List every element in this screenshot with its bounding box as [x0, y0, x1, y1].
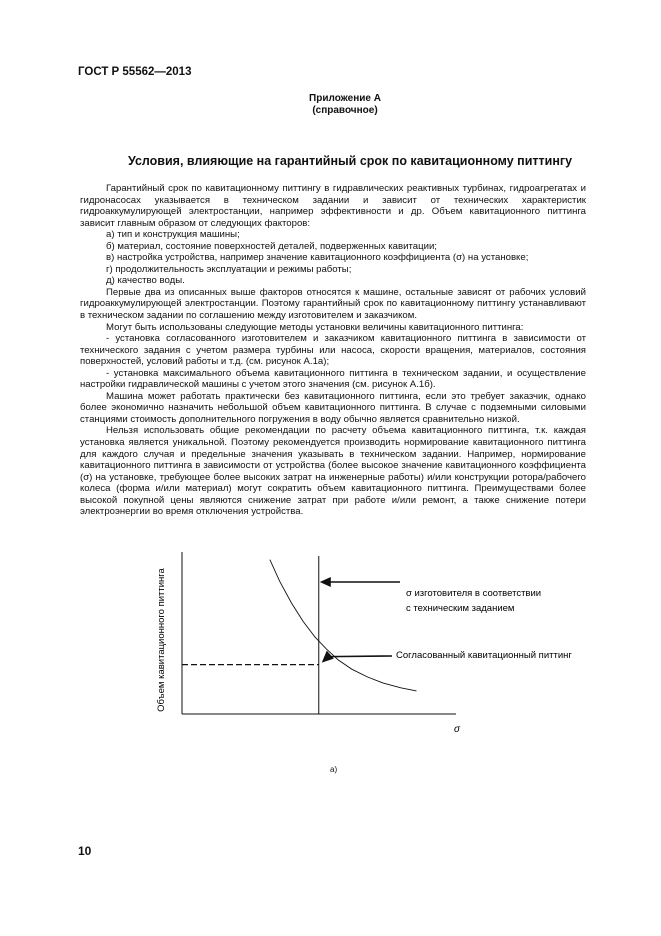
annotation-agreed: Согласованный кавитационный питтинг	[396, 650, 572, 661]
agreed-arrow-shaft	[329, 656, 392, 657]
page-number: 10	[78, 844, 92, 858]
paragraph: - установка согласованного изготовителем и заказчиком кавитационного питтинга в зависимости от технического задания с учетом размера турбины или насоса, скорости вращения, материалов, состояния поверхностей, условий работы и т.д. (см. рисунок А.1а);	[80, 333, 586, 368]
list-item: б) материал, состояние поверхностей деталей, подверженных кавитации;	[106, 240, 437, 252]
list-item: г) продолжительность эксплуатации и режимы работы;	[106, 263, 352, 275]
body-text	[80, 183, 586, 518]
annex-subtitle: (справочное)	[312, 105, 378, 116]
annotation-sigma-line1: σ изготовителя в соответствии	[406, 588, 542, 599]
x-axis-label: σ	[454, 724, 461, 735]
paragraph: Нельзя использовать общие рекомендации по расчету объема кавитационного питтинга, т.к. каждая установка является уникальной. Поэтому рекомендуется производить нормирование кавитационного питтинга для каждого случая и предельные значения указывать в техническом задании. Например, нормирование кавитационного питтинга в зависимости от устройства (более высокое значение кавитационного коэффициента (σ) на установке, требующее более высоких затрат на инженерные работы) и/или конструкции ротора/рабочего колеса (форма и/или материал) могут сократить объем кавитационного питтинга. Преимуществами более высокой покупной цены являются снижение затрат при работе и/или ремонт, а также снижение потери электроэнергии во время отключения устройства.	[80, 425, 586, 518]
cavitation-chart	[150, 540, 610, 750]
paragraph: Первые два из описанных выше факторов относятся к машине, остальные зависят от рабочих условий гидроаккумулирующей электростанции. Поэтому гарантийный срок по кавитационному питтингу устанавливают в техническом задании по соглашению между изготовителем и заказчиком.	[80, 286, 586, 322]
y-axis-label: Объем кавитационного питтинга	[156, 568, 167, 712]
cavitation-curve	[270, 560, 417, 691]
paragraph: Гарантийный срок по кавитационному питтингу в гидравлических реактивных турбинах, гидроагрегатах и гидронасосах указывается в техническом задании и зависит от технических характеристик гидроаккумулирующей электростанции, например эффективности и др. Объем кавитационного питтинга зависит главным образом от следующих факторов:	[80, 183, 586, 229]
list-item: а) тип и конструкция машины;	[106, 229, 240, 241]
agreed-arrow-head	[322, 651, 334, 663]
annotation-sigma-line2: с техническим заданием	[406, 603, 515, 614]
paragraph: Машина может работать практически без кавитационного питтинга, если это требует заказчик, однако более экономично назначить небольшой объем кавитационного питтинга. В случае с подземными силовыми станциями стоимость дополнительного погружения в воду обычно является сравнительно низкой.	[80, 390, 586, 425]
paragraph: Могут быть использованы следующие методы установки величины кавитационного питтинга:	[106, 321, 524, 333]
list-item: в) настройка устройства, например значение кавитационного коэффициента (σ) на установке;	[106, 252, 529, 264]
section-title: Условия, влияющие на гарантийный срок по кавитационному питтингу	[127, 154, 573, 168]
paragraph: - установка максимального объема кавитационного питтинга в техническом задании, и осуществление настройки гидравлической машины с учетом этого значения (см. рисунок А.1б).	[80, 367, 586, 391]
document-header: ГОСТ Р 55562—2013	[78, 66, 192, 78]
list-item: д) качество воды.	[106, 275, 185, 287]
annex-title: Приложение А	[309, 93, 381, 104]
sigma-arrow-head	[320, 577, 331, 587]
figure-caption: а)	[330, 765, 338, 774]
